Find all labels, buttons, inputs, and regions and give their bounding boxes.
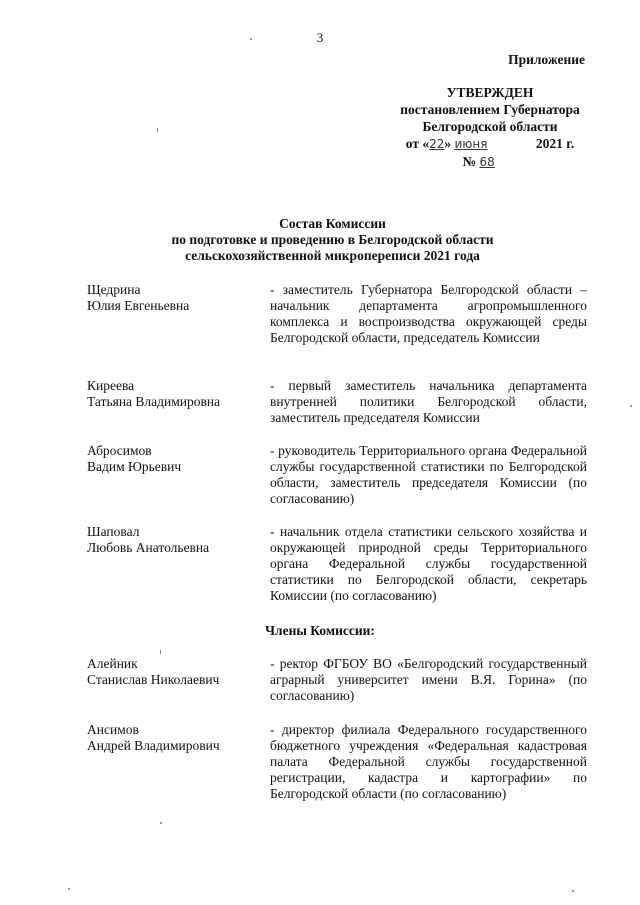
member-role: - заместитель Губернатора Белгородской области – начальник департамента агропромышленного комплекса и воспроизводства окружающей среды Белгородской области, председатель Комиссии — [270, 282, 587, 345]
date-year: 2021 г. — [535, 136, 575, 151]
member-person — [87, 378, 257, 410]
appendix-label: Приложение — [508, 52, 585, 67]
scan-speck — [160, 822, 162, 824]
scan-speck — [68, 888, 70, 890]
member-given-name: Татьяна Владимировна — [87, 394, 221, 409]
decree-number: 68 — [479, 155, 495, 169]
member-given-name: Любовь Анатольевна — [87, 540, 210, 555]
member-role: - ректор ФГБОУ ВО «Белгородский государственный аграрный университет имени В.Я. Горина» (по согласованию) — [270, 656, 587, 703]
title-line-3: сельскохозяйственной микропереписи 2021 года — [185, 248, 480, 263]
member-person — [87, 282, 257, 314]
date-mid: » — [444, 136, 452, 151]
number-prefix: № — [462, 154, 477, 169]
member-role: - начальник отдела статистики сельского хозяйства и окружающей природной среды Территориального органа Федеральной службы государственной статистики по Белгородской области, секретарь Комиссии (по согласованию) — [270, 524, 587, 603]
scan-speck — [160, 650, 161, 654]
title-line-1: Состав Комиссии — [279, 216, 386, 231]
member-role: - первый заместитель начальника департамента внутренней политики Белгородской области, заместитель председателя Комиссии — [270, 378, 587, 425]
member-person — [87, 524, 257, 556]
date-month: июня — [454, 137, 488, 151]
document-title — [80, 216, 585, 264]
members-section-title: Члены Комиссии: — [265, 623, 375, 638]
scan-speck — [572, 890, 574, 892]
member-role: - руководитель Территориального органа Федеральной службы государственной статистики по Белгородской области, заместитель председателя Комиссии (по согласованию) — [270, 443, 587, 506]
member-given-name: Юлия Евгеньевна — [87, 298, 190, 313]
title-line-2: по подготовке и проведению в Белгородской области — [171, 232, 494, 247]
member-given-name: Андрей Владимирович — [87, 738, 220, 753]
approval-date-line — [395, 135, 585, 153]
member-surname: Киреева — [87, 378, 135, 393]
approval-number-line — [395, 153, 585, 171]
date-prefix: от « — [405, 136, 430, 151]
scan-speck — [157, 128, 158, 132]
member-surname: Щедрина — [87, 282, 141, 297]
member-given-name: Станислав Николаевич — [87, 672, 220, 687]
approval-block — [395, 84, 585, 171]
approval-region-line: Белгородской области — [422, 119, 558, 134]
scan-speck — [250, 38, 252, 40]
member-person — [87, 656, 257, 688]
member-surname: Шаповал — [87, 524, 140, 539]
member-surname: Алейник — [87, 656, 138, 671]
member-surname: Ансимов — [87, 722, 139, 737]
date-day: 22 — [429, 137, 445, 151]
scan-speck — [630, 405, 632, 407]
approval-decree-line: постановлением Губернатора — [400, 102, 580, 117]
member-person — [87, 722, 257, 754]
member-person — [87, 443, 257, 475]
approved-label: УТВЕРЖДЕН — [446, 85, 534, 100]
page-number: 3 — [316, 30, 324, 45]
member-role: - директор филиала Федерального государственного бюджетного учреждения «Федеральная кадастровая палата Федеральной службы государственной регистрации, кадастра и картографии» по Белгородской области (по согласованию) — [270, 722, 587, 801]
member-given-name: Вадим Юрьевич — [87, 459, 182, 474]
member-surname: Абросимов — [87, 443, 152, 458]
